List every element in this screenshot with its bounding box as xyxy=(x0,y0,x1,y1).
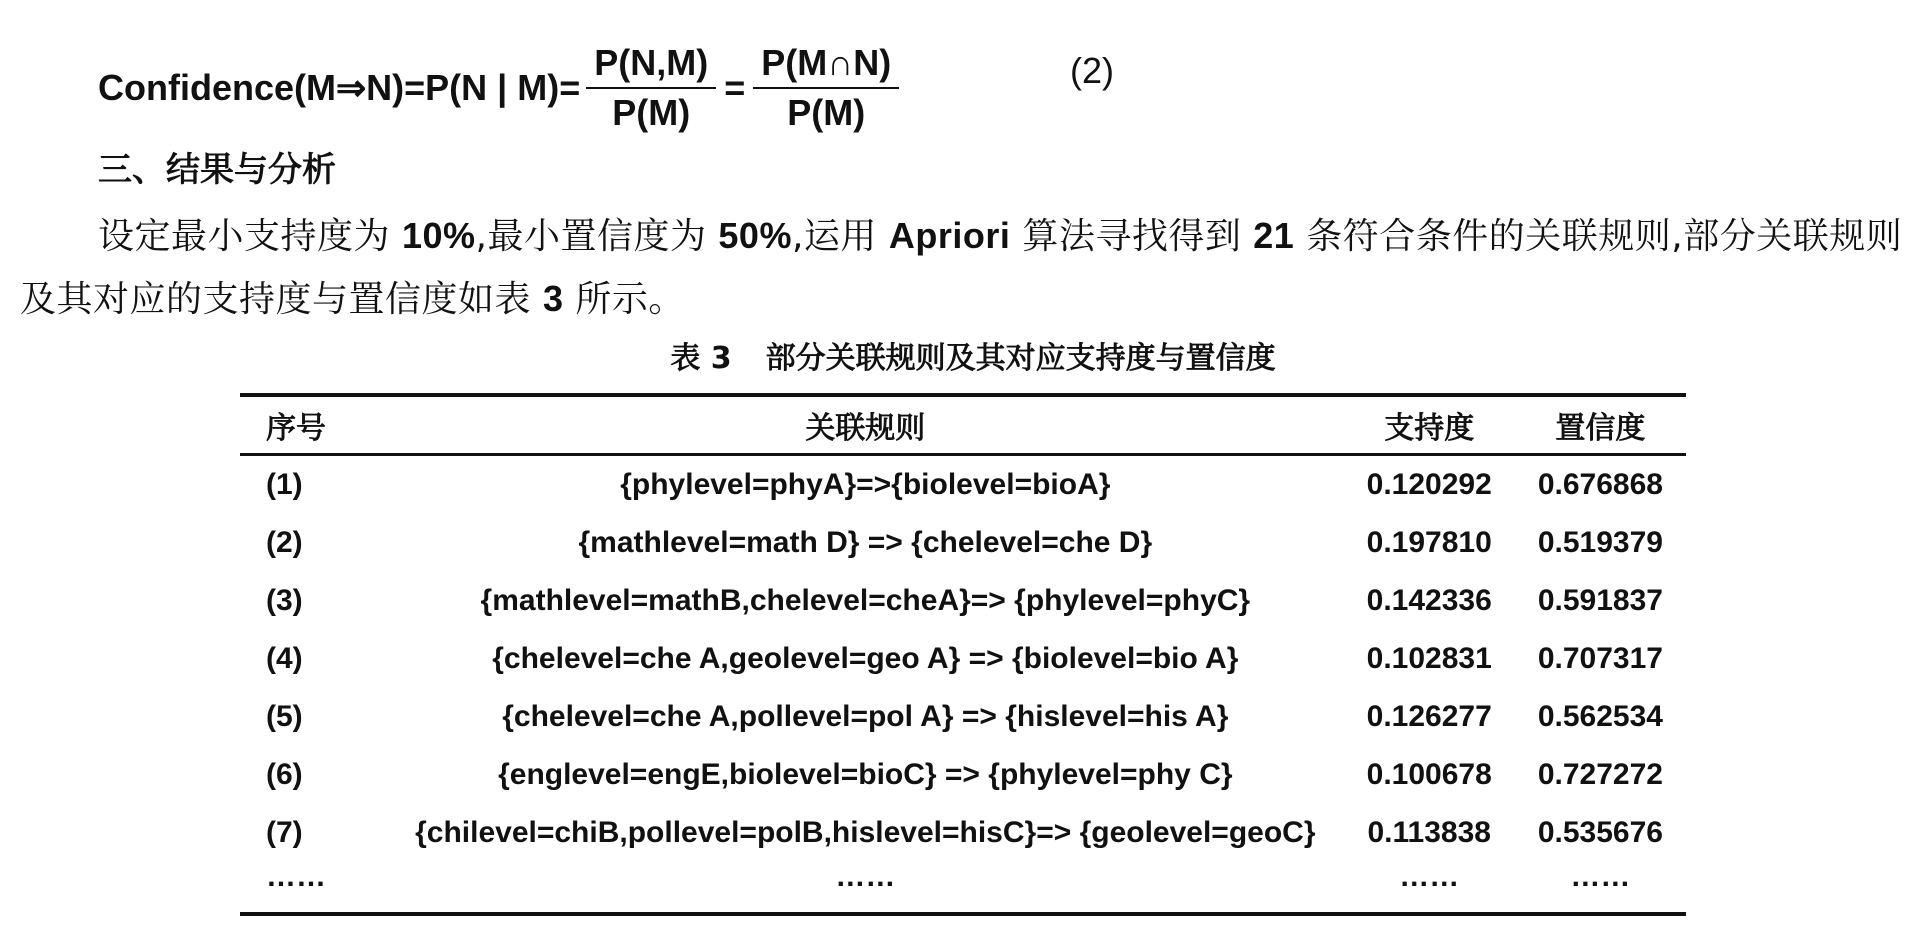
min-confidence-value: 50% xyxy=(718,215,792,256)
table-row xyxy=(240,746,1686,804)
para-text-1: 设定最小支持度为 xyxy=(98,216,402,257)
row-index: (2) xyxy=(266,526,303,559)
row-rule: {englevel=engE,biolevel=bioC} => {phylevel=phy C} xyxy=(498,758,1233,791)
formula-equals: = xyxy=(724,67,746,108)
row-rule: {mathlevel=mathB,chelevel=cheA}=> {phylevel=phyC} xyxy=(480,584,1251,617)
header-confidence: 置信度 xyxy=(1555,411,1646,446)
row-confidence: 0.535676 xyxy=(1537,816,1663,849)
section-heading: 三、结果与分析 xyxy=(98,150,336,190)
fraction-2-numerator: P(M∩N) xyxy=(753,41,899,89)
association-rules-table xyxy=(240,393,1686,916)
row-index: (5) xyxy=(266,700,303,733)
row-confidence: 0.591837 xyxy=(1537,584,1663,617)
row-index: (7) xyxy=(266,816,303,849)
table-reference: 3 xyxy=(542,278,564,319)
row-index: (4) xyxy=(266,642,303,675)
row-rule: {chelevel=che A,geolevel=geo A} => {biolevel=bio A} xyxy=(492,642,1239,675)
row-support: 0.142336 xyxy=(1366,584,1492,617)
ellipsis-index: …… xyxy=(266,860,326,893)
table-caption xyxy=(0,333,1926,377)
confidence-formula xyxy=(98,38,1298,138)
row-index: (6) xyxy=(266,758,303,791)
para-text-3: ,运用 xyxy=(791,216,889,257)
formula-lhs: Confidence(M⇒N)=P(N | M)= xyxy=(98,67,581,108)
para-text-5: 条符合条件的关联规则,部分关联规则及其对应的支持度与置信度如表 xyxy=(20,216,1903,320)
equation-number: (2) xyxy=(1070,50,1114,91)
header-support: 支持度 xyxy=(1384,411,1475,446)
row-support: 0.197810 xyxy=(1366,526,1492,559)
row-index: (1) xyxy=(266,468,303,501)
row-confidence: 0.562534 xyxy=(1537,700,1663,733)
header-index: 序号 xyxy=(266,411,326,446)
para-text-6: 所示。 xyxy=(563,279,685,320)
table-header-row xyxy=(240,395,1686,455)
row-support: 0.100678 xyxy=(1366,758,1492,791)
table-row xyxy=(240,804,1686,862)
row-support: 0.113838 xyxy=(1367,816,1491,849)
row-rule: {chelevel=che A,pollevel=pol A} => {hislevel=his A} xyxy=(502,700,1229,733)
rule-count: 21 xyxy=(1253,215,1295,256)
row-confidence: 0.727272 xyxy=(1537,758,1663,791)
table-row xyxy=(240,514,1686,572)
row-support: 0.102831 xyxy=(1366,642,1492,675)
min-support-value: 10% xyxy=(401,215,476,256)
table-row xyxy=(240,688,1686,746)
table-caption-number: 表 3 xyxy=(670,341,732,376)
row-support: 0.120292 xyxy=(1366,468,1492,501)
fraction-1-denominator: P(M) xyxy=(612,92,691,133)
formula-fraction-1 xyxy=(586,41,716,135)
table-caption-title: 部分关联规则及其对应支持度与置信度 xyxy=(765,341,1276,376)
fraction-1-numerator: P(N,M) xyxy=(586,41,716,89)
row-rule: {phylevel=phyA}=>{biolevel=bioA} xyxy=(620,468,1111,501)
header-rule: 关联规则 xyxy=(805,411,926,446)
ellipsis-confidence: …… xyxy=(1570,860,1631,893)
table-ellipsis-row xyxy=(240,862,1686,914)
row-rule: {chilevel=chiB,pollevel=polB,hislevel=hisC}=> {geolevel=geoC} xyxy=(415,816,1316,849)
table-row xyxy=(240,455,1686,515)
para-text-2: ,最小置信度为 xyxy=(475,216,719,257)
ellipsis-rule: …… xyxy=(835,860,896,893)
row-confidence: 0.676868 xyxy=(1537,468,1663,501)
fraction-2-denominator: P(M) xyxy=(787,92,866,133)
row-confidence: 0.519379 xyxy=(1537,526,1663,559)
row-rule: {mathlevel=math D} => {chelevel=che D} xyxy=(578,526,1153,559)
table-row xyxy=(240,572,1686,630)
formula-fraction-2 xyxy=(753,41,899,135)
ellipsis-support: …… xyxy=(1399,860,1460,893)
table-row xyxy=(240,630,1686,688)
results-paragraph xyxy=(20,205,1910,331)
row-index: (3) xyxy=(266,584,303,617)
row-support: 0.126277 xyxy=(1366,700,1492,733)
para-text-4: 算法寻找得到 xyxy=(1010,216,1254,257)
row-confidence: 0.707317 xyxy=(1537,642,1663,675)
algorithm-name: Apriori xyxy=(888,215,1011,256)
